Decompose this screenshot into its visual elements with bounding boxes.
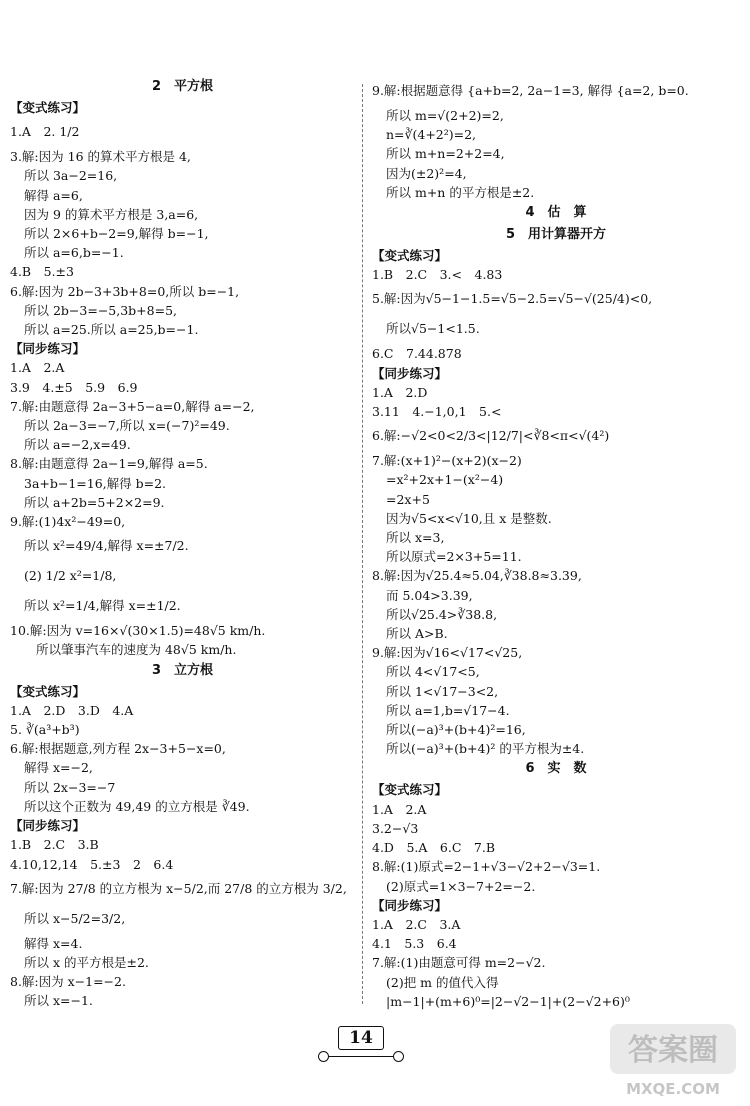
left-column <box>10 76 355 1011</box>
exercise-heading: 【变式练习】 <box>10 100 86 115</box>
answer-line: 6.解:因为 2b−3+3b+8=0,所以 b=−1, <box>10 283 240 299</box>
answer-line: 所以 a=25.所以 a=25,b=−1. <box>24 322 199 338</box>
answer-line: 所以(−a)³+(b+4)² 的平方根为±4. <box>386 741 585 757</box>
answer-line: 所以√5−1<1.5. <box>386 321 480 337</box>
answer-line: (2)原式=1×3−7+2=−2. <box>386 878 536 894</box>
column-divider <box>362 84 363 1004</box>
exercise-heading: 【变式练习】 <box>372 782 448 798</box>
answer-line: 所以 a=6,b=−1. <box>24 245 124 261</box>
answer-line: 所以 2×6+b−2=9,解得 b=−1, <box>24 226 209 242</box>
answer-line: 解得 x=4. <box>24 935 83 951</box>
answer-line: 所以(−a)³+(b+4)²=16, <box>386 722 526 738</box>
answer-line: |m−1|+(m+6)⁰=|2−√2−1|+(2−√2+6)⁰ <box>386 993 630 1009</box>
answer-line: 9.解:根据题意得 {a+b=2, 2a−1=3, 解得 {a=2, b=0. <box>372 83 689 98</box>
answer-line: 3.9 4.±5 5.9 6.9 <box>10 379 138 395</box>
answer-line: (2) 1/2 x²=1/8, <box>24 568 117 584</box>
answer-line: 6.解:根据题意,列方程 2x−3+5−x=0, <box>10 741 226 757</box>
answer-line: 所以 A>B. <box>386 626 448 642</box>
answer-line: =x²+2x+1−(x²−4) <box>386 472 504 488</box>
answer-line: 8.解:因为 x−1=−2. <box>10 974 126 990</box>
answer-line: 所以√25.4>∛38.8, <box>386 606 498 622</box>
answer-line: 所以 3a−2=16, <box>24 168 118 184</box>
page-number-rule <box>326 1056 396 1057</box>
section-title: 4 估 算 <box>525 205 587 221</box>
answer-line: 7.解:由题意得 2a−3+5−a=0,解得 a=−2, <box>10 398 255 414</box>
answer-line: 8.解:由题意得 2a−1=9,解得 a=5. <box>10 456 208 472</box>
answer-line: 8.解:(1)原式=2−1+√3−√2+2−√3=1. <box>372 859 601 875</box>
answer-line: 解得 a=6, <box>24 187 83 203</box>
answer-line: 1.A 2.C 3.A <box>372 916 461 932</box>
section-title: 3 立方根 <box>151 662 214 678</box>
watermark-logo <box>608 1020 738 1100</box>
answer-line: 5.解:因为√5−1−1.5=√5−2.5=√5−√(25/4)<0, <box>372 291 653 307</box>
answer-line: 3.解:因为 16 的算术平方根是 4, <box>10 149 191 165</box>
answer-line: 1.A 2.A <box>10 360 65 376</box>
answer-line: =2x+5 <box>386 491 430 507</box>
answer-line: 所以 m+n 的平方根是±2. <box>386 184 535 200</box>
answer-line: 4.10,12,14 5.±3 2 6.4 <box>10 856 174 872</box>
answer-line: 所以 m+n=2+2=4, <box>386 146 505 162</box>
answer-line: 所以 x²=49/4,解得 x=±7/2. <box>24 538 189 554</box>
answer-line: 所以 a=−2,x=49. <box>24 437 131 453</box>
exercise-heading: 【同步练习】 <box>372 897 448 913</box>
answer-line: 解得 x=−2, <box>24 760 93 776</box>
answer-line: 所以原式=2×3+5=11. <box>386 549 522 565</box>
answer-line: 1.A 2.A <box>372 801 427 817</box>
answer-line: 8.解:因为√25.4≈5.04,∛38.8≈3.39, <box>372 568 582 584</box>
page-number-right-dot <box>393 1051 404 1062</box>
answer-line: 所以 x=3, <box>386 530 445 546</box>
answer-line: 所以 x 的平方根是±2. <box>24 954 149 970</box>
section-title: 5 用计算器开方 <box>505 227 607 243</box>
answer-line: 所以 x²=1/4,解得 x=±1/2. <box>24 598 181 614</box>
watermark-bottom-text: MXQE.COM <box>626 1080 720 1098</box>
section-title: 2 平方根 <box>151 79 214 94</box>
answer-line: 7.解:(x+1)²−(x+2)(x−2) <box>372 453 522 469</box>
watermark-top-text: 答案圈 <box>628 1033 718 1068</box>
answer-line: 所以 4<√17<5, <box>386 664 480 680</box>
answer-line: 因为(±2)²=4, <box>386 165 467 181</box>
answer-line: 所以 x−5/2=3/2, <box>24 910 126 926</box>
answer-line: 10.解:因为 v=16×√(30×1.5)=48√5 km/h. <box>10 623 266 639</box>
answer-line: 6.解:−√2<0<2/3<|12/7|<∛8<π<√(4²) <box>372 428 610 444</box>
answer-line: 所以肇事汽车的速度为 48√5 km/h. <box>36 642 237 658</box>
answer-line: 1.A 2. 1/2 <box>10 124 80 140</box>
answer-line: 所以 a+2b=5+2×2=9. <box>24 494 165 510</box>
answer-line: 所以 x=−1. <box>24 993 93 1009</box>
answer-line: 因为 9 的算术平方根是 3,a=6, <box>24 206 199 222</box>
answer-line: 9.解:因为√16<√17<√25, <box>372 645 523 661</box>
answer-line: 5. ∛(a³+b³) <box>10 722 80 738</box>
answer-line: 6.C 7.44.878 <box>372 346 462 362</box>
answer-line: 1.A 2.D <box>372 384 428 400</box>
answer-line: (2)把 m 的值代入得 <box>386 974 499 990</box>
answer-line: 1.A 2.D 3.D 4.A <box>10 702 134 718</box>
answer-line: 而 5.04>3.39, <box>386 587 473 603</box>
answer-line: n=∛(4+2²)=2, <box>386 127 477 143</box>
exercise-heading: 【变式练习】 <box>372 248 448 264</box>
right-column <box>372 76 740 1011</box>
answer-line: 所以 2b−3=−5,3b+8=5, <box>24 302 178 318</box>
answer-line: 4.1 5.3 6.4 <box>372 936 457 952</box>
exercise-heading: 【同步练习】 <box>10 341 86 357</box>
answer-line: 因为√5<x<√10,且 x 是整数. <box>386 510 552 526</box>
page-number-left-dot <box>318 1051 329 1062</box>
answer-line: 7.解:因为 27/8 的立方根为 x−5/2,而 27/8 的立方根为 3/2, <box>10 880 347 896</box>
answer-line: 1.B 2.C 3.B <box>10 837 99 853</box>
page-number: 14 <box>338 1026 384 1050</box>
answer-line: 7.解:(1)由题意可得 m=2−√2. <box>372 955 546 971</box>
exercise-heading: 【同步练习】 <box>372 365 448 381</box>
answer-line: 所以 2x−3=−7 <box>24 779 116 795</box>
answer-line: 所以 m=√(2+2)=2, <box>386 108 504 123</box>
answer-line: 所以这个正数为 49,49 的立方根是 ∛49. <box>24 798 250 814</box>
answer-line: 所以 a=1,b=√17−4. <box>386 702 510 718</box>
answer-line: 3.2−√3 <box>372 820 419 836</box>
answer-line: 3a+b−1=16,解得 b=2. <box>24 475 167 491</box>
answer-line: 1.B 2.C 3.< 4.83 <box>372 267 503 283</box>
answer-line: 所以 1<√17−3<2, <box>386 683 499 699</box>
answer-line: 4.D 5.A 6.C 7.B <box>372 840 496 856</box>
page-number-badge <box>330 1026 392 1054</box>
answer-line: 3.11 4.−1,0,1 5.< <box>372 404 502 420</box>
answer-line: 4.B 5.±3 <box>10 264 74 280</box>
section-title: 6 实 数 <box>525 761 587 777</box>
answer-line: 9.解:(1)4x²−49=0, <box>10 514 126 530</box>
exercise-heading: 【同步练习】 <box>10 818 86 834</box>
exercise-heading: 【变式练习】 <box>10 683 86 699</box>
answer-line: 所以 2a−3=−7,所以 x=(−7)²=49. <box>24 418 230 434</box>
